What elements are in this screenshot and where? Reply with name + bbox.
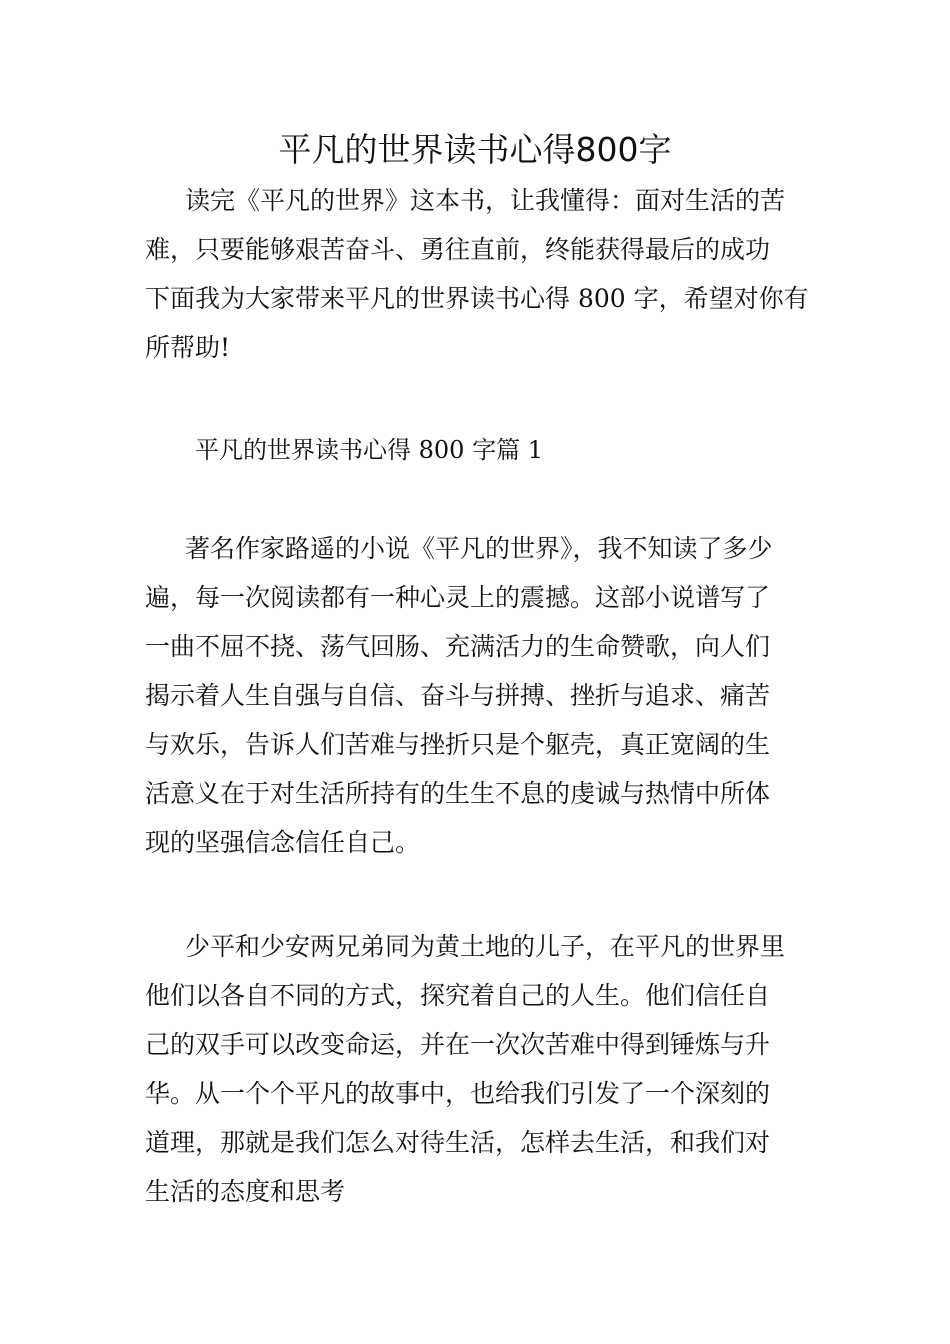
text-line: 华。从一个个平凡的故事中，也给我们引发了一个深刻的 — [145, 1079, 771, 1108]
document-title: 平凡的世界读书心得800字 — [278, 130, 672, 169]
text-line: 遍，每一次阅读都有一种心灵上的震撼。这部小说谱写了 — [145, 583, 771, 612]
text-line: 难，只要能够艰苦奋斗、勇往直前，终能获得最后的成功 — [145, 235, 771, 264]
text-line: 揭示着人生自强与自信、奋斗与拼搏、挫折与追求、痛苦 — [145, 681, 771, 710]
text-line: 活意义在于对生活所持有的生生不息的虔诚与热情中所体 — [145, 779, 771, 808]
section-heading-block — [145, 426, 810, 475]
text-line: 著名作家路遥的小说《平凡的世界》，我不知读了多少 — [185, 534, 773, 563]
text-line: 所帮助! — [145, 333, 231, 362]
body-paragraph-2 — [145, 922, 810, 1216]
text-line: 己的双手可以改变命运，并在一次次苦难中得到锤炼与升 — [145, 1030, 771, 1059]
intro-paragraph — [145, 176, 810, 372]
body-paragraph-1 — [145, 524, 810, 867]
text-line: 生活的态度和思考 — [145, 1177, 346, 1206]
text-line: 现的坚强信念信任自己。 — [145, 828, 421, 857]
text-line: 他们以各自不同的方式，探究着自己的人生。他们信任自 — [145, 981, 771, 1010]
text-line: 读完《平凡的世界》这本书，让我懂得：面对生活的苦 — [185, 186, 786, 215]
text-line: 与欢乐，告诉人们苦难与挫折只是个躯壳，真正宽阔的生 — [145, 730, 771, 759]
text-line: 道理，那就是我们怎么对待生活，怎样去生活，和我们对 — [145, 1128, 771, 1157]
text-line: 一曲不屈不挠、荡气回肠、充满活力的生命赞歌，向人们 — [145, 632, 771, 661]
text-line: 下面我为大家带来平凡的世界读书心得 800 字，希望对你有 — [145, 284, 809, 313]
text-line: 少平和少安两兄弟同为黄土地的儿子，在平凡的世界里 — [185, 932, 786, 961]
section-heading: 平凡的世界读书心得 800 字篇 1 — [195, 436, 543, 464]
